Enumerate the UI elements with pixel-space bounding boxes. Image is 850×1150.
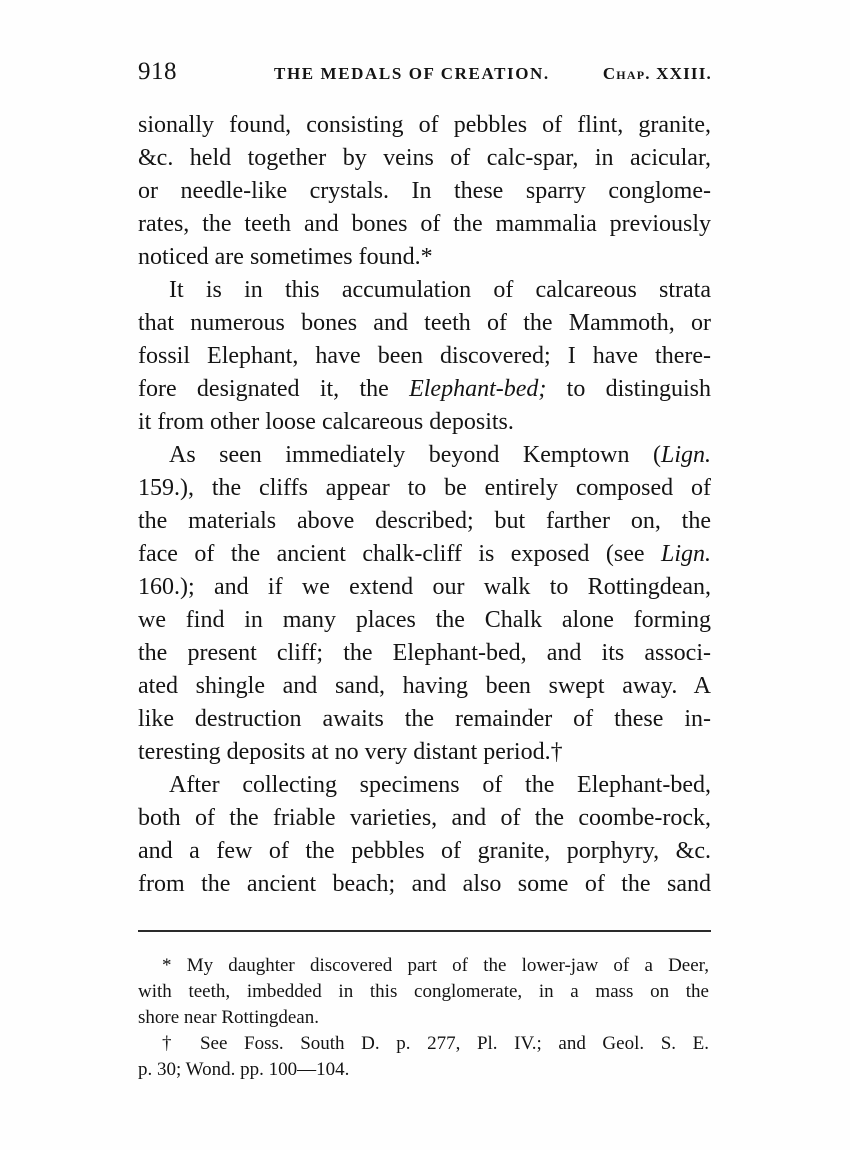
- text-line: from the ancient beach; and also some of the sand: [138, 871, 711, 897]
- text-line: &c. held together by veins of calc-spar, in acicular,: [138, 145, 711, 171]
- text-line: teresting deposits at no very distant period.†: [138, 739, 563, 765]
- text-line: we find in many places the Chalk alone forming: [138, 607, 711, 633]
- text-run: to distinguish: [546, 376, 711, 402]
- text-line: fossil Elephant, have been discovered; I have there-: [138, 343, 711, 369]
- body-text: [138, 109, 711, 901]
- text-line: that numerous bones and teeth of the Mammoth, or: [138, 310, 711, 336]
- text-run: As seen immediately beyond Kemptown (: [169, 442, 661, 468]
- footnote-line: † See Foss. South D. p. 277, Pl. IV.; and Geol. S. E.: [162, 1033, 709, 1054]
- running-title: THE MEDALS OF CREATION.: [274, 64, 550, 83]
- footnote-divider: [138, 930, 711, 932]
- footnotes: [138, 953, 709, 1083]
- paragraph-start-line: It is in this accumulation of calcareous strata: [169, 277, 711, 303]
- text-run: fore designated it, the: [138, 376, 410, 402]
- paragraph-start-line: [138, 439, 711, 472]
- italic-term: Lign.: [660, 442, 711, 468]
- text-line: like destruction awaits the remainder of these in-: [138, 706, 711, 732]
- italic-term: Elephant-bed;: [409, 376, 547, 402]
- text-line: it from other loose calcareous deposits.: [138, 409, 514, 435]
- text-line: sionally found, consisting of pebbles of flint, granite,: [138, 112, 711, 138]
- italic-term: Lign.: [660, 541, 711, 567]
- text-line: rates, the teeth and bones of the mammalia previously: [138, 211, 711, 237]
- footnote-line: * My daughter discovered part of the lower-jaw of a Deer,: [162, 955, 709, 976]
- text-line: noticed are sometimes found.*: [138, 244, 433, 270]
- page-number: 918: [138, 58, 177, 85]
- text-run: face of the ancient chalk-cliff is exposed (see: [138, 541, 661, 567]
- text-line: 159.), the cliffs appear to be entirely composed of: [138, 475, 711, 501]
- text-line: [138, 538, 711, 571]
- text-line: and a few of the pebbles of granite, porphyry, &c.: [138, 838, 711, 864]
- running-header: [138, 58, 712, 92]
- chapter-reference: Chap. XXIII.: [602, 64, 712, 83]
- footnote-line: shore near Rottingdean.: [138, 1007, 319, 1028]
- footnote-line: with teeth, imbedded in this conglomerate, in a mass on the: [138, 981, 709, 1002]
- text-line: 160.); and if we extend our walk to Rottingdean,: [138, 574, 711, 600]
- text-line: ated shingle and sand, having been swept away. A: [138, 673, 711, 699]
- paragraph-start-line: After collecting specimens of the Elephant-bed,: [169, 772, 711, 798]
- text-line: the present cliff; the Elephant-bed, and its associ-: [138, 640, 711, 666]
- text-line: both of the friable varieties, and of the coombe-rock,: [138, 805, 711, 831]
- text-line: the materials above described; but farther on, the: [138, 508, 711, 534]
- text-line: [138, 373, 711, 406]
- footnote-line: p. 30; Wond. pp. 100—104.: [138, 1059, 350, 1080]
- text-line: or needle-like crystals. In these sparry conglome-: [138, 178, 711, 204]
